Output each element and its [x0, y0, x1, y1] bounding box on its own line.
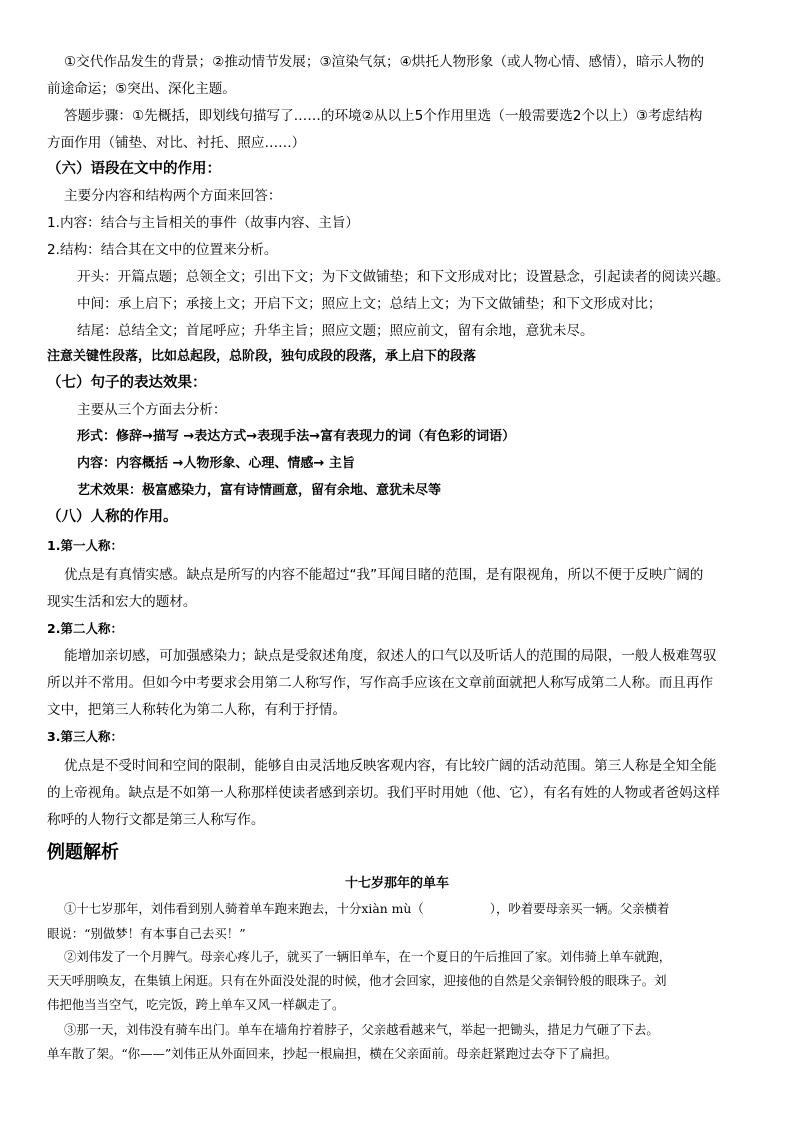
section-heading: （八）人称的作用。	[47, 509, 178, 525]
paragraph-line: 开头：开篇点题；总领全文；引出下文；为下文做铺垫；和下文形成对比；设置悬念，引起读者的阅读兴趣。	[77, 269, 730, 285]
paragraph-line: 中间：承上启下；承接上文；开启下文；照应上文；总结上文；为下文做铺垫；和下文形成对比；	[77, 296, 662, 312]
article-title: 十七岁那年的单车	[344, 876, 449, 891]
article-line: ③那一天，刘伟没有骑车出门。单车在墙角拧着脖子，父亲越看越来气，举起一把锄头，措足力气砸了下去。	[64, 1022, 659, 1037]
article-line: 眼说：“别做梦！有本事自己去买！”	[47, 926, 246, 941]
paragraph-line: 2.结构：结合其在文中的位置来分析。	[47, 242, 278, 258]
paragraph-line: 主要分内容和结构两个方面来回答：	[64, 188, 282, 204]
paragraph-line: 所以并不常用。但如今中考要求会用第二人称写作，写作高手应该在文章前面就把人称写成第二人称。而且再作	[47, 675, 714, 691]
article-line: 伟把他当当空气，吃完饭，跨上单车又风一样飙走了。	[47, 997, 345, 1012]
section-heading: （七）句子的表达效果：	[47, 375, 207, 391]
article-line: ①十七岁那年，刘伟看到别人骑着单车跑来跑去，十分xiàn mù（ ），吵着要母亲买一辆。父亲横着	[64, 901, 670, 916]
article-line: 天天呼朋唤友，在集镇上闲逛。只有在外面没处混的时候，他才会回家，迎接他的自然是父亲铜铃般的眼珠子。刘	[47, 973, 667, 988]
paragraph-line: 1.内容：结合与主旨相关的事件（故事内容、主旨）	[47, 215, 360, 231]
note-line: 注意关键性段落，比如总起段，总阶段，独句成段的段落，承上启下的段落	[47, 349, 477, 364]
bold-line: 艺术效果：极富感染力，富有诗情画意，留有余地、意犹未尽等	[77, 483, 442, 498]
paragraph-line: 主要从三个方面去分析：	[77, 402, 227, 418]
paragraph-line: 能增加亲切感，可加强感染力；缺点是受叙述角度，叙述人的口气以及听话人的范围的局限，一般人极难驾驭	[64, 648, 717, 664]
subheading: 2.第二人称：	[47, 621, 123, 636]
paragraph-line: 文中，把第三人称转化为第二人称，有利于抒情。	[47, 702, 347, 718]
bold-line: 内容：内容概括 →人物形象、心理、情感→ 主旨	[77, 456, 355, 471]
subheading: 1.第一人称：	[47, 538, 123, 553]
paragraph-line: ①交代作品发生的背景；②推动情节发展；③渲染气氛；④烘托人物形象（或人物心情、感情），暗示人物的	[64, 54, 705, 70]
paragraph-line: 结尾：总结全文；首尾呼应；升华主旨；照应文题；照应前文，留有余地，意犹未尽。	[77, 323, 594, 339]
subheading: 3.第三人称：	[47, 729, 123, 744]
article-line: 单车散了架。“你——”刘伟正从外面回来，抄起一根扁担，横在父亲面前。母亲赶紧跑过去夺下了扁担。	[47, 1046, 618, 1061]
bold-line: 形式：修辞→描写 →表达方式→表现手法→富有表现力的词（有色彩的词语）	[77, 429, 516, 444]
paragraph-line: 优点是不受时间和空间的限制，能够自由灵活地反映客观内容，有比较广阔的活动范围。第三人称是全知全能	[64, 758, 717, 774]
paragraph-line: 答题步骤：①先概括，即划线句描写了……的环境②从以上5个作用里选（一般需要选2个以上）③考虑结构	[64, 108, 703, 124]
paragraph-line: 方面作用（铺垫、对比、衬托、照应……）	[47, 135, 306, 151]
paragraph-line: 前途命运；⑤突出、深化主题。	[47, 81, 236, 97]
article-line: ②刘伟发了一个月脾气。母亲心疼儿子，就买了一辆旧单车，在一个夏日的午后推回了家。刘伟骑上单车就跑，	[64, 949, 672, 964]
section-heading: （六）语段在文中的作用：	[47, 161, 221, 177]
paragraph-line: 优点是有真情实感。缺点是所写的内容不能超过“我”耳闻目睹的范围，是有限视角，所以不便于反映广阔的	[64, 567, 704, 583]
paragraph-line: 的上帝视角。缺点是不如第一人称那样使读者感到亲切。我们平时用她（他、它），有名有姓的人物或者爸妈这样	[47, 785, 720, 801]
section-title: 例题解析	[47, 842, 119, 863]
paragraph-line: 现实生活和宏大的题材。	[47, 594, 197, 610]
paragraph-line: 称呼的人物行文都是第三人称写作。	[47, 812, 265, 828]
